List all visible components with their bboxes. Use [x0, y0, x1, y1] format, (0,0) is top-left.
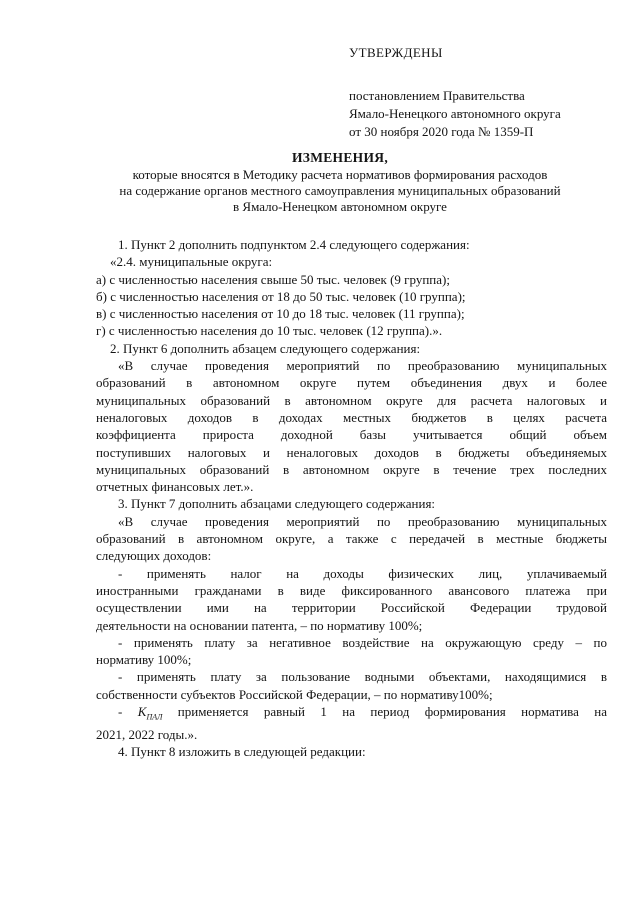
approval-line: постановлением Правительства — [349, 88, 525, 103]
bullet-water-fee — [96, 668, 607, 703]
text-line: - применять плату за пользование водными объектами, находящимися в — [118, 669, 607, 685]
heading-subtitle-line: которые вносятся в Методику расчета нормативов формирования расходов — [132, 167, 548, 182]
kpal-symbol — [137, 704, 163, 722]
list-item: г) с численностью населения до 10 тыс. человек (12 группа).». — [96, 323, 443, 339]
document-heading — [60, 149, 620, 215]
text-line: образований в автономном округе, а также с передачей в местные бюджеты — [96, 531, 607, 547]
kpal-letter: K — [137, 704, 147, 720]
item-2-paragraph — [96, 357, 607, 495]
kpal-text: применяется равный 1 на период формирования норматива на — [177, 704, 608, 720]
text-line: 2021, 2022 годы.». — [96, 726, 198, 742]
item-3-heading: 3. Пункт 7 дополнить абзацами следующего содержания: — [118, 496, 436, 512]
document-body — [96, 236, 607, 761]
approval-line: от 30 ноября 2020 года № 1359-П — [349, 124, 534, 139]
list-item: в) с численностью населения от 10 до 18 тыс. человек (11 группа); — [96, 306, 465, 322]
item-4-heading: 4. Пункт 8 изложить в следующей редакции: — [118, 744, 366, 760]
approval-title: УТВЕРЖДЕНЫ — [349, 45, 443, 60]
heading-subtitle-line: в Ямало-Ненецком автономном округе — [233, 199, 447, 214]
approval-block — [349, 44, 609, 141]
text-line: образований в автономном округе путем объединения двух и более — [96, 375, 607, 391]
text-line: следующих доходов: — [96, 548, 212, 564]
text-line: «В случае проведения мероприятий по преобразованию муниципальных — [118, 358, 607, 374]
bullet-dash: - — [118, 704, 123, 720]
text-line: иностранными гражданами в виде фиксированного авансового платежа при — [96, 582, 607, 598]
bullet-patent-tax — [96, 565, 607, 634]
text-line: отчетных финансовых лет.». — [96, 479, 254, 495]
item-1-quote: «2.4. муниципальные округа: — [110, 254, 273, 270]
heading-subtitle-line: на содержание органов местного самоуправления муниципальных образований — [119, 183, 561, 198]
text-line: неналоговых доходов в доходах местных бюджетов в целях расчета — [96, 409, 607, 425]
text-line: деятельности на основании патента, – по нормативу 100%; — [96, 617, 423, 633]
approval-line: Ямало-Ненецкого автономного округа — [349, 106, 561, 121]
item-2-heading: 2. Пункт 6 дополнить абзацем следующего содержания: — [110, 340, 421, 356]
text-line: муниципальных образований в автономном округе для расчета налоговых и — [96, 392, 607, 408]
text-line: - применять плату за негативное воздействие на окружающую среду – по — [118, 634, 607, 650]
text-line: осуществлении ими на территории Российской Федерации трудовой — [96, 600, 607, 616]
text-line: - применять налог на доходы физических лиц, уплачиваемый — [118, 565, 607, 581]
text-line: муниципальных образований в автономном округе в течение трех последних — [96, 461, 607, 477]
text-line: поступивших налоговых и неналоговых доходов в бюджеты объединяемых — [96, 444, 607, 460]
text-line: собственности субъектов Российской Федерации, – по нормативу100%; — [96, 686, 493, 702]
item-3-paragraph — [96, 513, 607, 565]
text-line: «В случае проведения мероприятий по преобразованию муниципальных — [118, 513, 607, 529]
kpal-subscript: ПАЛ — [146, 712, 163, 722]
list-item: а) с численностью населения свыше 50 тыс. человек (9 группа); — [96, 271, 450, 287]
text-line — [96, 703, 607, 726]
text-line: нормативу 100%; — [96, 652, 192, 668]
bullet-kpal-coefficient — [96, 703, 607, 743]
list-item: б) с численностью населения от 18 до 50 тыс. человек (10 группа); — [96, 288, 466, 304]
item-1-heading: 1. Пункт 2 дополнить подпунктом 2.4 следующего содержания: — [118, 237, 470, 252]
bullet-environment-fee — [96, 634, 607, 669]
heading-title: ИЗМЕНЕНИЯ, — [291, 150, 388, 165]
text-line: коэффициента прироста доходной базы учитывается общий объем — [96, 427, 607, 443]
